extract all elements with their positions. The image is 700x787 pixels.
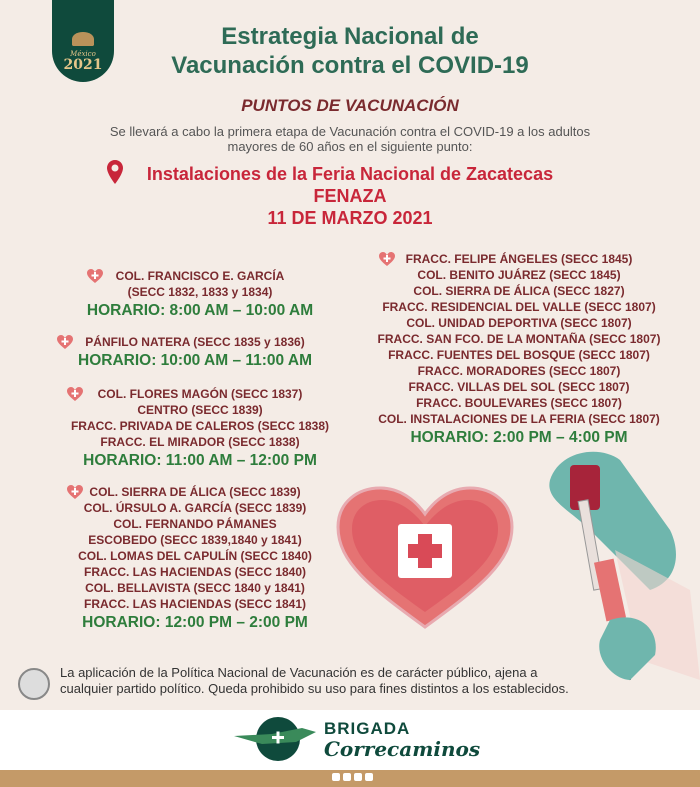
location-heading (100, 163, 600, 229)
list-item: PÁNFILO NATERA (SECC 1835 y 1836) (85, 335, 305, 349)
schedule-time: HORARIO: 8:00 AM – 10:00 AM (86, 302, 314, 319)
list-item: FRACC. LAS HACIENDAS (SECC 1840) (83, 565, 307, 579)
list-item: FRACC. RESIDENCIAL DEL VALLE (SECC 1807) (382, 300, 656, 314)
list-item: COL. FERNANDO PÁMANES (113, 517, 277, 531)
schedule-time: HORARIO: 10:00 AM – 11:00 AM (78, 352, 312, 369)
brigada-logo-icon (232, 714, 318, 764)
list-item: CENTRO (SECC 1839) (137, 403, 263, 417)
eagle-icon (72, 32, 94, 46)
schedule-time: HORARIO: 11:00 AM – 12:00 PM (83, 452, 317, 469)
schedule-time: HORARIO: 2:00 PM – 4:00 PM (410, 429, 628, 446)
instagram-icon[interactable] (354, 773, 362, 781)
social-icons (332, 773, 373, 781)
mexico-2021-logo (52, 0, 114, 82)
heart-plus-icon (66, 386, 84, 402)
list-item: FRACC. BOULEVARES (SECC 1807) (416, 396, 622, 410)
youtube-icon[interactable] (365, 773, 373, 781)
page-subtitle: PUNTOS DE VACUNACIÓN (241, 96, 459, 115)
legal-notice: La aplicación de la Política Nacional de Vacunación es de carácter público, ajena a cualquier partido político. Queda prohibido su uso para fines distintos a los establecidos. (60, 665, 569, 696)
heart-plus-icon (378, 251, 396, 267)
schedule-block-4 (60, 484, 330, 633)
schedule-block-2 (50, 334, 340, 371)
list-item: COL. ÚRSULO A. GARCÍA (SECC 1839) (83, 501, 307, 515)
location-short: FENAZA (313, 186, 387, 206)
brand-subname: Correcaminos (324, 737, 481, 761)
location-pin-icon (106, 159, 124, 185)
list-item: FRACC. EL MIRADOR (SECC 1838) (100, 435, 300, 449)
list-item: (SECC 1832, 1833 y 1834) (127, 285, 273, 299)
list-item: COL. UNIDAD DEPORTIVA (SECC 1807) (406, 316, 632, 330)
heart-plus-icon (66, 484, 84, 500)
badge-year: 2021 (63, 57, 103, 73)
schedule-block-3 (60, 386, 340, 471)
event-date: 11 DE MARZO 2021 (267, 208, 433, 228)
facebook-icon[interactable] (332, 773, 340, 781)
list-item: COL. BELLAVISTA (SECC 1840 y 1841) (85, 581, 305, 595)
list-item: COL. SIERRA DE ÁLICA (SECC 1827) (413, 284, 625, 298)
twitter-icon[interactable] (343, 773, 351, 781)
list-item: COL. BENITO JUÁREZ (SECC 1845) (417, 268, 621, 282)
schedule-time: HORARIO: 12:00 PM – 2:00 PM (82, 614, 308, 631)
list-item: FRACC. FELIPE ÁNGELES (SECC 1845) (405, 252, 633, 266)
list-item: COL. SIERRA DE ÁLICA (SECC 1839) (89, 485, 301, 499)
page-title: Estrategia Nacional de Vacunación contra el COVID-19 (171, 23, 529, 79)
list-item: FRACC. VILLAS DEL SOL (SECC 1807) (408, 380, 630, 394)
intro-text: Se llevará a cabo la primera etapa de Vacunación contra el COVID-19 a los adultos mayores de 60 años en el siguiente punto: (109, 124, 591, 154)
list-item: COL. LOMAS DEL CAPULÍN (SECC 1840) (78, 549, 312, 563)
schedule-block-1 (80, 268, 320, 321)
badge-text: México (70, 50, 96, 58)
list-item: COL. FRANCISCO E. GARCÍA (115, 269, 285, 283)
list-item: COL. FLORES MAGÓN (SECC 1837) (97, 387, 303, 401)
list-item: ESCOBEDO (SECC 1839,1840 y 1841) (88, 533, 302, 547)
heart-plus-icon (56, 334, 74, 350)
list-item: FRACC. FUENTES DEL BOSQUE (SECC 1807) (388, 348, 650, 362)
list-item: FRACC. MORADORES (SECC 1807) (417, 364, 621, 378)
government-seal-icon (18, 668, 50, 700)
list-item: FRACC. PRIVADA DE CALEROS (SECC 1838) (70, 419, 330, 433)
location-name: Instalaciones de la Feria Nacional de Zacatecas (146, 164, 554, 184)
schedule-block-5 (368, 251, 670, 448)
list-item: COL. INSTALACIONES DE LA FERIA (SECC 1807) (378, 412, 660, 426)
brand-name: BRIGADA (324, 719, 411, 738)
heart-illustration (330, 482, 520, 632)
list-item: FRACC. LAS HACIENDAS (SECC 1841) (83, 597, 307, 611)
heart-plus-icon (86, 268, 104, 284)
list-item: FRACC. SAN FCO. DE LA MONTAÑA (SECC 1807) (377, 332, 661, 346)
